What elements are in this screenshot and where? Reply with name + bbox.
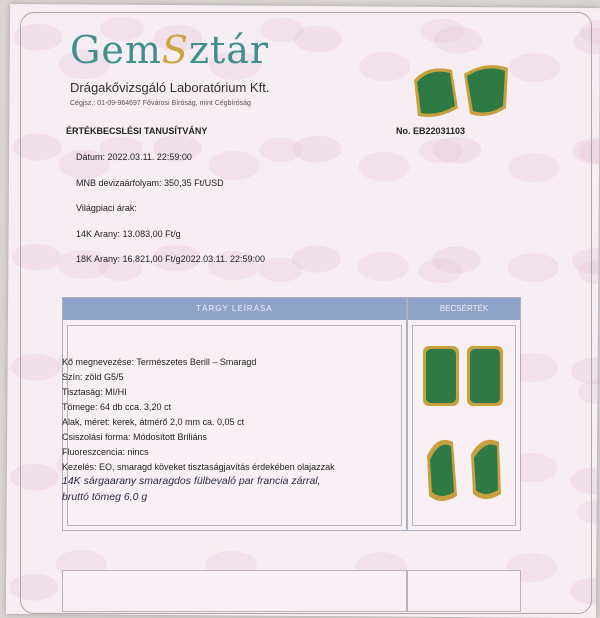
gold18-label: 18K Arany: bbox=[76, 254, 121, 264]
stone-cut: Csiszolási forma: Módosított Briliáns bbox=[62, 432, 208, 442]
value-header: BECSÉRTÉK bbox=[408, 298, 520, 320]
gold14-row bbox=[76, 229, 181, 239]
date-row bbox=[76, 152, 192, 162]
company-registration: Cégjsz.: 01-09-964697 Fővárosi Bíróság, mint Cégbíróság bbox=[70, 100, 251, 107]
lower-panel-left bbox=[62, 570, 407, 612]
fx-label: MNB devizaárfolyam: bbox=[76, 178, 162, 188]
stone-clarity: Tisztaság: MI/HI bbox=[62, 387, 127, 397]
date-value: 2022.03.11. 22:59:00 bbox=[107, 152, 192, 162]
stone-fluorescence: Fluoreszcencia: nincs bbox=[62, 447, 149, 457]
earring-left-image bbox=[414, 68, 458, 117]
earring-side-left-image bbox=[427, 440, 457, 501]
earring-right-image bbox=[464, 65, 508, 116]
company-logo: GemSztár bbox=[70, 28, 270, 72]
certificate-number: No. EB22031103 bbox=[396, 126, 466, 136]
date-label: Dátum: bbox=[76, 152, 106, 162]
earring-front-left-image bbox=[423, 346, 459, 406]
certificate-title: ÉRTÉKBECSLÉSI TANUSÍTVÁNY bbox=[66, 126, 208, 136]
gold14-value: 13.083,00 Ft/g bbox=[122, 229, 181, 239]
handwritten-note-line1: 14K sárgaarany smaragdos fülbevaló par francia zárral, bbox=[62, 475, 321, 487]
gold18-row bbox=[76, 254, 265, 264]
earrings-photo-detail bbox=[413, 326, 513, 522]
earring-front-right-image bbox=[467, 346, 503, 406]
value-panel bbox=[407, 297, 521, 531]
stone-treatment: Kezelés: EO, smaragd köveket tisztaságjavítás érdekében olajazzak bbox=[62, 462, 335, 472]
stone-color: Szín: zöld G5/5 bbox=[62, 372, 124, 382]
item-description-header: TÁRGY LEÍRÁSA bbox=[63, 298, 406, 320]
gold18-value: 16.821,00 Ft/g2022.03.11. 22:59:00 bbox=[122, 254, 265, 264]
stone-weight: Tömege: 64 db cca. 3,20 ct bbox=[62, 402, 172, 412]
world-prices-label: Világpiaci árak: bbox=[76, 203, 137, 213]
gold14-label: 14K Arany: bbox=[76, 229, 121, 239]
value-body bbox=[412, 325, 516, 526]
stone-shape-size: Alak, méret: kerek, átmérő 2,0 mm ca. 0,05 ct bbox=[62, 417, 245, 427]
handwritten-note-line2: bruttó tömeg 6,0 g bbox=[62, 491, 148, 503]
fx-row bbox=[76, 178, 224, 188]
stone-name: Kő megnevezése: Természetes Berill – Smaragd bbox=[62, 357, 257, 367]
fx-value: 350,35 Ft/USD bbox=[164, 178, 224, 188]
lower-panel-right bbox=[407, 570, 521, 612]
earring-side-right-image bbox=[471, 440, 501, 499]
earrings-photo-top bbox=[408, 58, 518, 124]
lab-name: Drágakővizsgáló Laboratórium Kft. bbox=[70, 80, 270, 95]
